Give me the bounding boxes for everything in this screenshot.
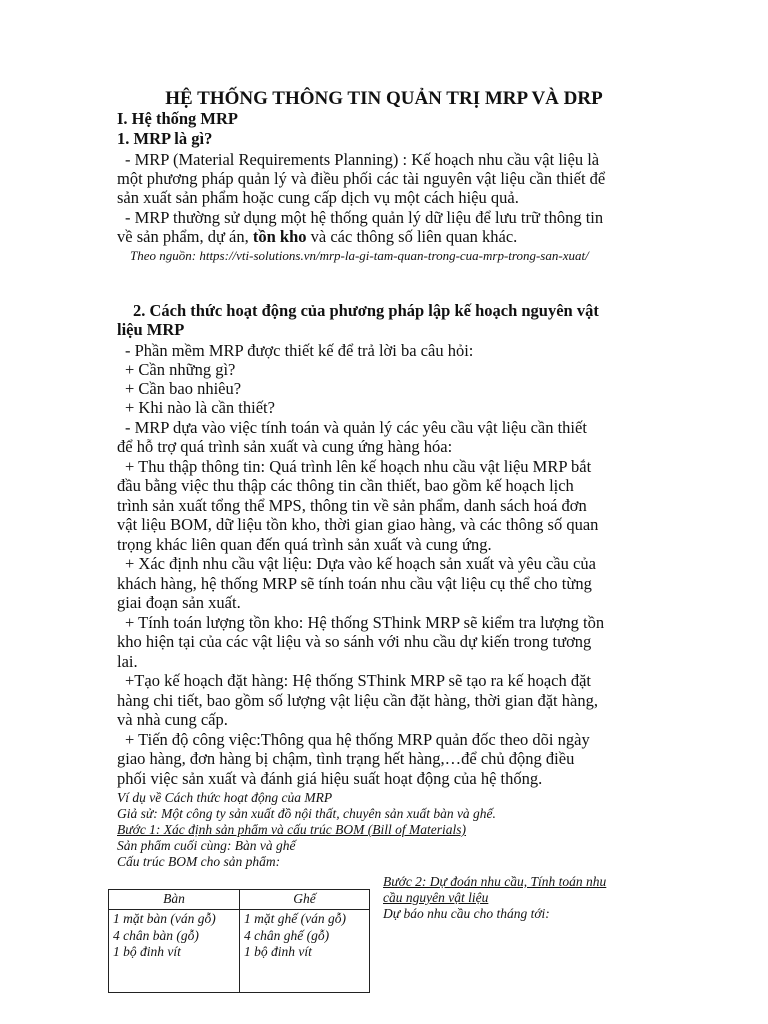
paragraph-line: - MRP dựa vào việc tính toán và quản lý các yêu cầu vật liệu cần thiết: [125, 418, 587, 437]
bom-header-chair: Ghế: [240, 890, 370, 910]
paragraph-line: + Khi nào là cần thiết?: [125, 398, 275, 417]
paragraph-line: - MRP thường sử dụng một hệ thống quản lý dữ liệu để lưu trữ thông tin: [125, 208, 604, 227]
paragraph-line: + Cần những gì?: [125, 360, 236, 379]
paragraph-line: một phương pháp quản lý và điều phối các tài nguyên vật liệu cần thiết để: [117, 169, 606, 188]
paragraph-line: khách hàng, hệ thống MRP sẽ tính toán nhu cầu vật liệu cụ thể cho từng: [117, 574, 592, 593]
paragraph-line: +Tạo kế hoạch đặt hàng: Hệ thống SThink MRP sẽ tạo ra kế hoạch đặt: [125, 671, 591, 690]
paragraph-line: + Xác định nhu cầu vật liệu: Dựa vào kế hoạch sản xuất và yêu cầu của: [125, 554, 596, 573]
paragraph-line: lai.: [117, 652, 138, 671]
paragraph-line: giai đoạn sản xuất.: [117, 593, 241, 612]
paragraph-line: + Tính toán lượng tồn kho: Hệ thống SThink MRP sẽ kiểm tra lượng tồn: [125, 613, 605, 632]
source-citation: [117, 247, 657, 264]
bold-term-inventory: tồn kho: [252, 227, 307, 246]
bom-header-table: Bàn: [109, 890, 240, 910]
example-step1: Bước 1: Xác định sản phẩm và cấu trúc BOM (Bill of Materials): [117, 822, 467, 837]
text-run: và các thông số liên quan khác.: [306, 227, 518, 246]
bom-item: 4 chân ghế (gỗ): [244, 927, 330, 943]
paragraph-line: kho hiện tại của các vật liệu và so sánh với nhu cầu dự kiến trong tương: [117, 632, 592, 651]
example-step2-line1: Bước 2: Dự đoán nhu cầu, Tính toán nhu: [383, 874, 607, 889]
example-assumption: Giả sử: Một công ty sản xuất đồ nội thất, chuyên sản xuất bàn và ghế.: [117, 806, 496, 821]
example-step2-block: [383, 874, 653, 922]
bom-cell-chair: [240, 910, 370, 993]
paragraph-line: trọng khác liên quan đến quá trình sản xuất và cung ứng.: [117, 535, 492, 554]
paragraph-line: giao hàng, đơn hàng bị chậm, tình trạng hết hàng,…để chủ động điều: [117, 749, 575, 768]
paragraph-line: + Thu thập thông tin: Quá trình lên kế hoạch nhu cầu vật liệu MRP bắt: [125, 457, 592, 476]
example-forecast-label: Dự báo nhu cầu cho tháng tới:: [383, 906, 550, 921]
example-caption: Ví dụ về Cách thức hoạt động của MRP: [117, 790, 333, 805]
document-title: HỆ THỐNG THÔNG TIN QUẢN TRỊ MRP VÀ DRP: [165, 88, 603, 109]
bom-item: 4 chân bàn (gỗ): [113, 927, 199, 943]
bom-cell-table: [109, 910, 240, 993]
source-text: Theo nguồn: https://vti-solutions.vn/mrp-la-gi-tam-quan-trong-cua-mrp-trong-san-xuat/: [130, 248, 589, 263]
paragraph-line: - MRP (Material Requirements Planning) : Kế hoạch nhu cầu vật liệu là: [125, 150, 600, 169]
bom-item: 1 bộ đinh vít: [113, 944, 181, 959]
bom-item: 1 mặt ghế (ván gỗ): [244, 911, 346, 926]
section-heading-mrp: I. Hệ thống MRP: [117, 109, 238, 128]
paragraph-line: và nhà cung cấp.: [117, 710, 228, 729]
paragraph-line: đầu bằng việc thu thập các thông tin cần thiết, bao gồm kế hoạch lịch: [117, 476, 574, 495]
text-run: về sản phẩm, dự án,: [117, 227, 253, 246]
example-step2-line2: cầu nguyên vật liệu: [383, 890, 489, 905]
paragraph-line: trình sản xuất tổng thể MPS, thông tin về sản phẩm, danh sách hoá đơn: [117, 496, 587, 515]
bom-item: 1 mặt bàn (ván gỗ): [113, 911, 216, 926]
paragraph-line: hàng chi tiết, bao gồm số lượng vật liệu cần đặt hàng, thời gian đặt hàng,: [117, 691, 598, 710]
paragraph-line: vật liệu BOM, dữ liệu tồn kho, thời gian giao hàng, và các thông số quan: [117, 515, 599, 534]
bom-table-header-row: [109, 890, 370, 910]
section2-heading-line2: liệu MRP: [117, 320, 185, 339]
example-final-product: Sản phẩm cuối cùng: Bàn và ghế: [117, 838, 296, 853]
bom-table-row: [109, 910, 370, 993]
paragraph-line: sản xuất sản phẩm hoặc cung cấp dịch vụ một cách hiệu quả.: [117, 188, 519, 207]
paragraph-line: - Phần mềm MRP được thiết kế để trả lời ba câu hỏi:: [125, 341, 474, 360]
paragraph-line: [117, 227, 517, 247]
paragraph-line: + Tiến độ công việc:Thông qua hệ thống MRP quản đốc theo dõi ngày: [125, 730, 590, 749]
bom-table: [108, 889, 370, 993]
bom-item: 1 bộ đinh vít: [244, 944, 312, 959]
subheading-what-is-mrp: 1. MRP là gì?: [117, 129, 213, 148]
paragraph-line: phối việc sản xuất và đánh giá hiệu suất hoạt động của hệ thống.: [117, 769, 543, 788]
paragraph-line: + Cần bao nhiêu?: [125, 379, 242, 398]
paragraph-line: để hỗ trợ quá trình sản xuất và cung ứng hàng hóa:: [117, 437, 453, 456]
example-bom-label: Cấu trúc BOM cho sản phẩm:: [117, 854, 281, 869]
section2-heading-line1: 2. Cách thức hoạt động của phương pháp lập kế hoạch nguyên vật: [133, 301, 599, 320]
